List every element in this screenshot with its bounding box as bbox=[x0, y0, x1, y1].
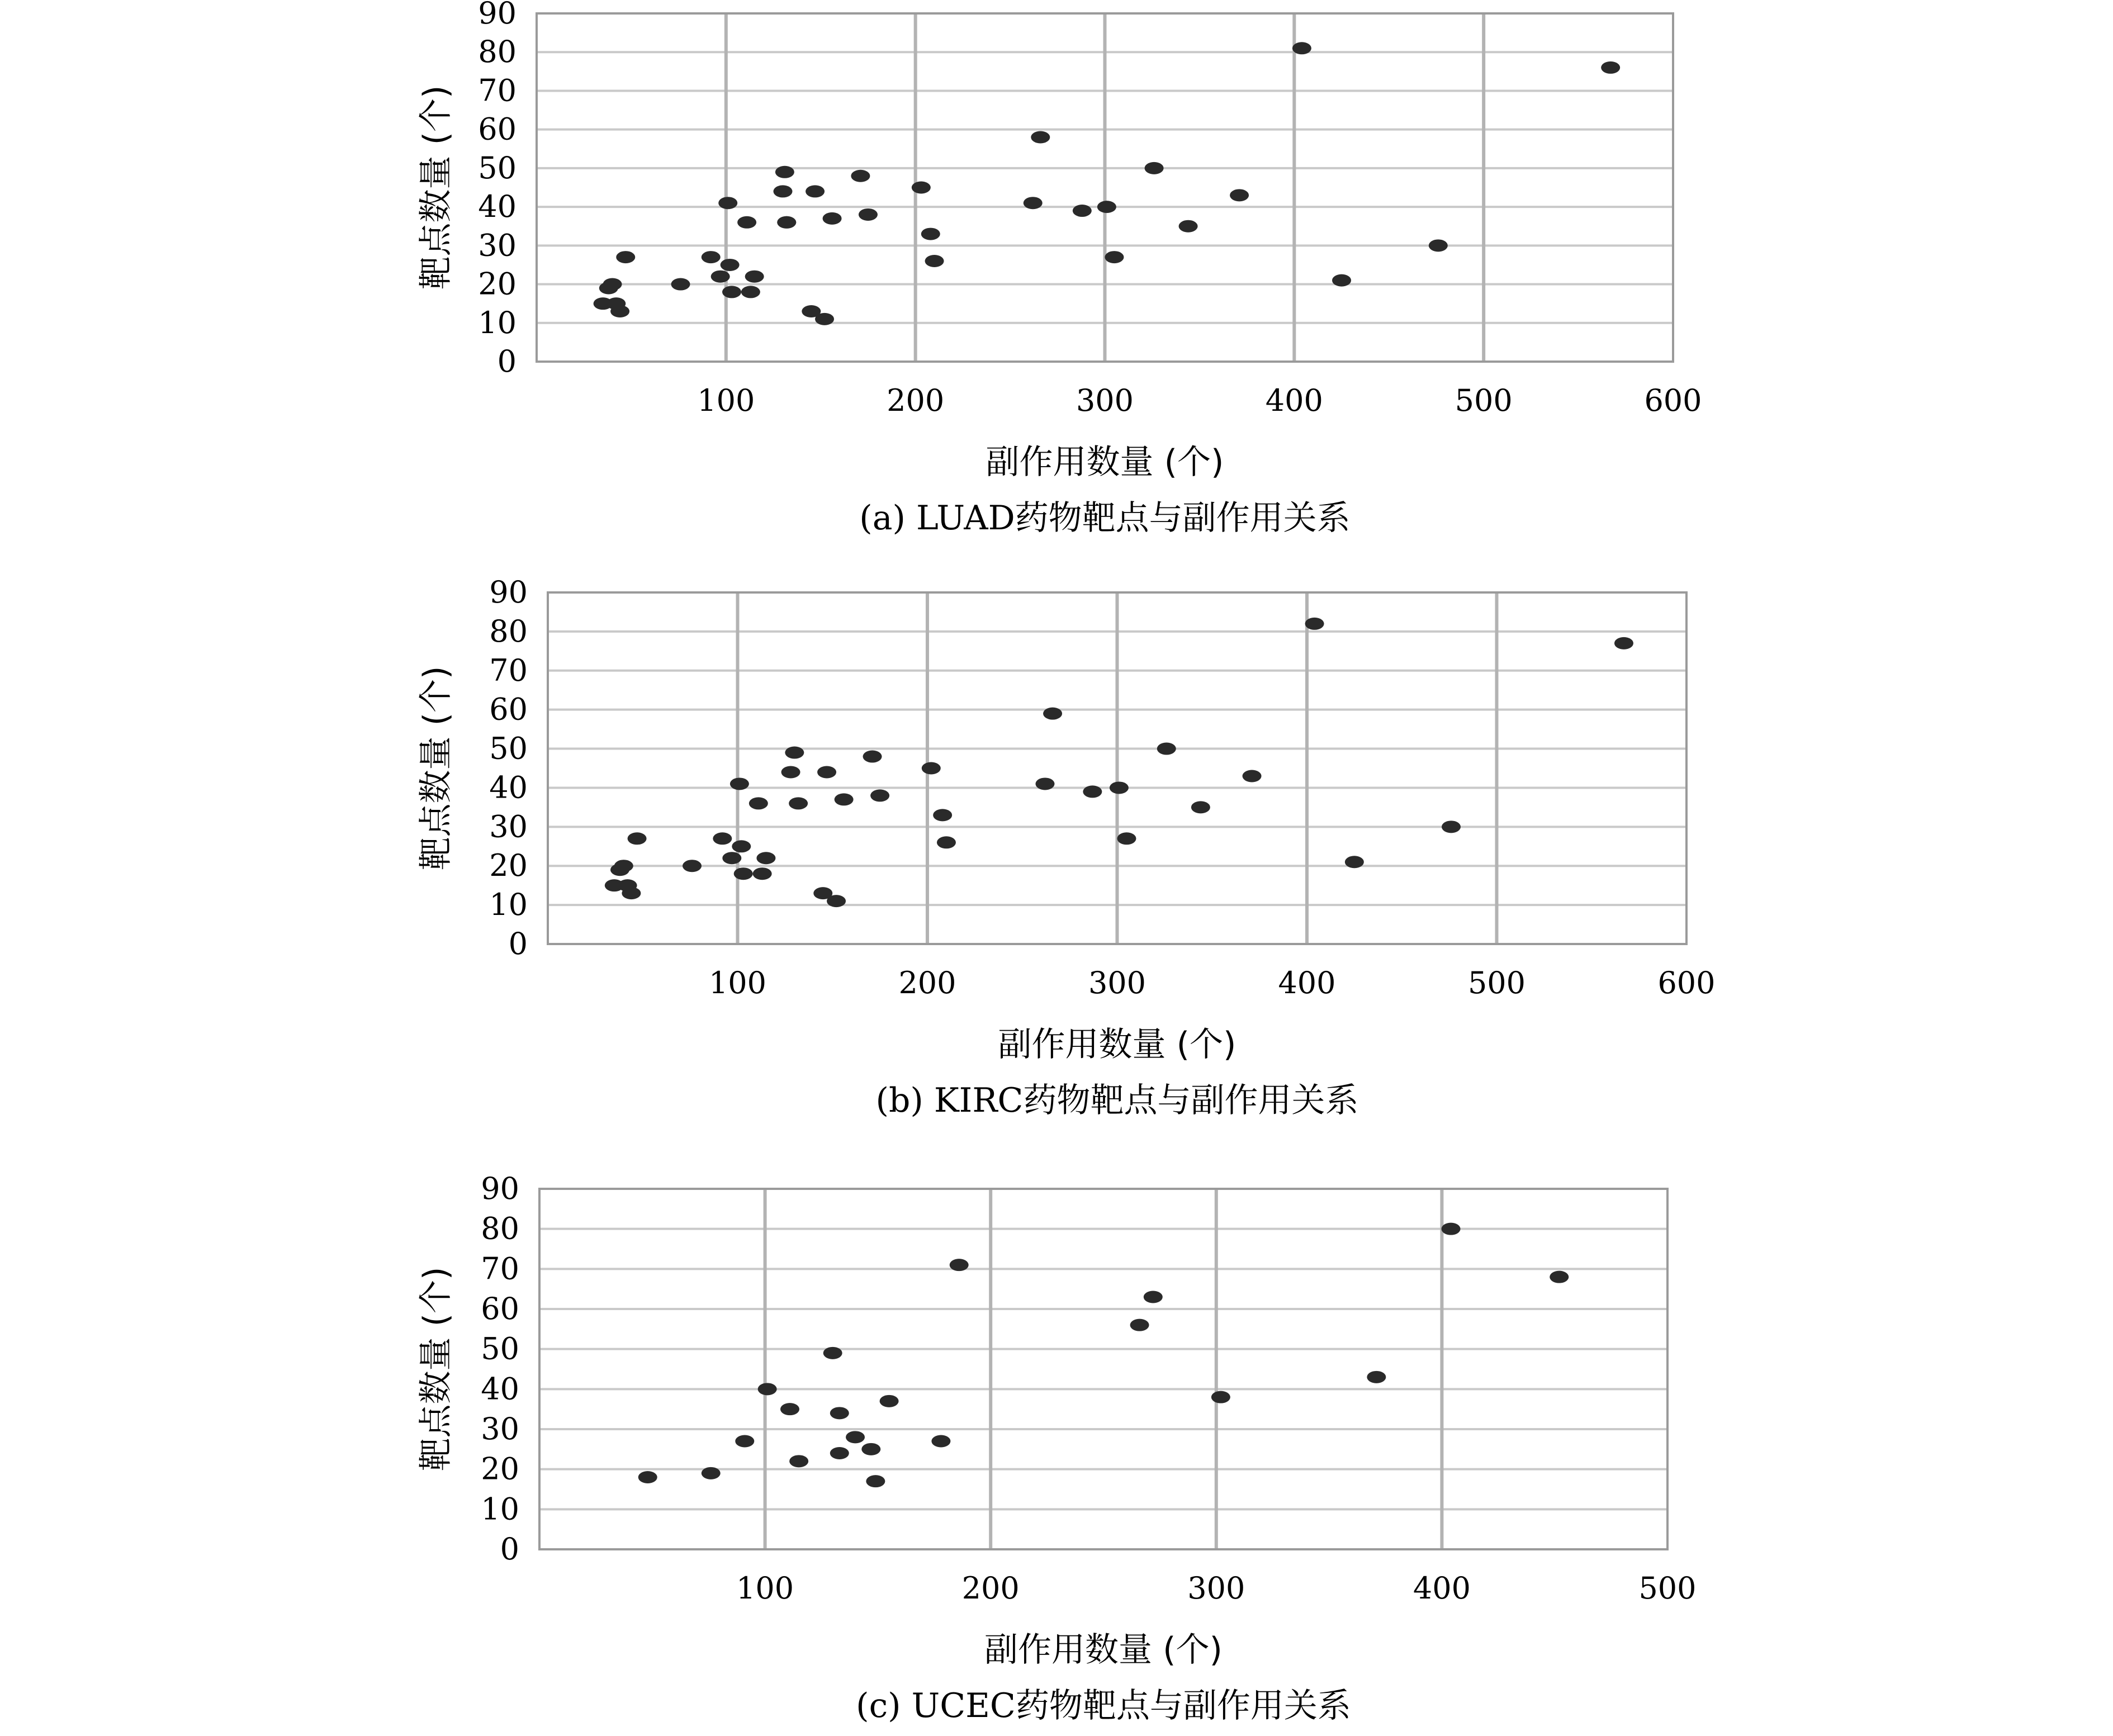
data-point bbox=[912, 182, 931, 194]
x-tick-label: 200 bbox=[887, 383, 945, 418]
data-point bbox=[1130, 1319, 1149, 1331]
y-tick-label: 50 bbox=[489, 731, 528, 766]
data-point bbox=[1442, 820, 1461, 833]
data-point bbox=[758, 1383, 777, 1395]
y-tick-label: 10 bbox=[489, 887, 528, 923]
data-point bbox=[777, 216, 796, 229]
x-tick-label: 600 bbox=[1644, 383, 1702, 418]
data-point bbox=[735, 1435, 754, 1448]
chart-2 bbox=[416, 575, 1716, 1120]
data-point bbox=[1230, 189, 1249, 201]
x-tick-label: 600 bbox=[1657, 965, 1716, 1000]
y-tick-label: 40 bbox=[489, 770, 528, 805]
data-point bbox=[749, 797, 768, 809]
data-point bbox=[1429, 239, 1448, 252]
data-point bbox=[1243, 770, 1262, 782]
y-tick-label: 70 bbox=[481, 1251, 519, 1287]
data-point bbox=[780, 1403, 799, 1415]
data-point bbox=[775, 166, 794, 178]
chart-caption: (b) KIRC药物靶点与副作用关系 bbox=[875, 1081, 1359, 1120]
x-axis-label: 副作用数量 (个) bbox=[986, 443, 1224, 482]
data-point bbox=[1191, 801, 1210, 813]
x-tick-label: 500 bbox=[1467, 965, 1526, 1000]
data-point bbox=[1031, 131, 1050, 144]
x-axis-label: 副作用数量 (个) bbox=[998, 1025, 1236, 1064]
data-point bbox=[830, 1407, 849, 1419]
data-point bbox=[1145, 162, 1164, 174]
data-point bbox=[1367, 1371, 1386, 1383]
y-tick-label: 10 bbox=[481, 1491, 519, 1527]
data-point bbox=[1292, 42, 1311, 54]
y-tick-label: 90 bbox=[481, 1171, 519, 1206]
data-point bbox=[859, 208, 878, 221]
data-point bbox=[827, 895, 846, 907]
data-point bbox=[713, 832, 732, 845]
chart-caption: (c) UCEC药物靶点与副作用关系 bbox=[856, 1686, 1351, 1725]
data-point bbox=[1211, 1391, 1230, 1403]
x-tick-label: 100 bbox=[708, 965, 767, 1000]
data-point bbox=[921, 228, 940, 240]
data-point bbox=[1144, 1291, 1163, 1303]
data-point bbox=[1073, 205, 1092, 217]
data-point bbox=[603, 278, 622, 291]
y-tick-label: 20 bbox=[489, 848, 528, 884]
x-tick-label: 500 bbox=[1638, 1571, 1697, 1606]
y-tick-label: 80 bbox=[489, 613, 528, 649]
data-point bbox=[1117, 832, 1136, 845]
data-point bbox=[835, 793, 854, 805]
data-point bbox=[1345, 856, 1364, 868]
data-point bbox=[745, 271, 764, 283]
x-tick-label: 300 bbox=[1088, 965, 1146, 1000]
data-point bbox=[756, 852, 775, 864]
data-point bbox=[861, 1443, 880, 1455]
data-point bbox=[732, 840, 751, 852]
y-tick-label: 70 bbox=[478, 73, 517, 108]
y-tick-label: 60 bbox=[478, 111, 517, 147]
data-point bbox=[722, 852, 741, 864]
data-point bbox=[722, 286, 741, 298]
data-point bbox=[773, 185, 792, 197]
data-point bbox=[830, 1447, 849, 1459]
y-tick-label: 40 bbox=[478, 189, 517, 225]
x-tick-label: 200 bbox=[961, 1571, 1020, 1606]
y-tick-label: 60 bbox=[489, 691, 528, 727]
data-point bbox=[937, 836, 956, 848]
data-point bbox=[950, 1259, 969, 1271]
data-point bbox=[1024, 197, 1043, 209]
data-point bbox=[721, 259, 740, 271]
data-point bbox=[789, 797, 808, 809]
data-point bbox=[610, 305, 629, 317]
data-point bbox=[638, 1471, 657, 1483]
y-tick-label: 10 bbox=[478, 305, 517, 340]
data-point bbox=[628, 832, 647, 845]
data-point bbox=[846, 1431, 865, 1443]
y-tick-label: 20 bbox=[481, 1451, 519, 1487]
data-point bbox=[1601, 61, 1620, 74]
data-point bbox=[789, 1455, 808, 1467]
data-point bbox=[880, 1395, 899, 1407]
data-point bbox=[1550, 1271, 1569, 1283]
y-axis-label: 靶点数量 (个) bbox=[416, 1267, 456, 1472]
y-tick-label: 60 bbox=[481, 1291, 519, 1326]
data-point bbox=[1035, 777, 1054, 790]
data-point bbox=[734, 867, 753, 880]
data-point bbox=[718, 197, 737, 209]
data-point bbox=[1097, 201, 1116, 213]
chart-caption: (a) LUAD药物靶点与副作用关系 bbox=[859, 499, 1351, 538]
data-point bbox=[1083, 785, 1102, 798]
chart-3 bbox=[416, 1171, 1697, 1725]
data-point bbox=[1105, 251, 1124, 263]
data-point bbox=[866, 1475, 885, 1487]
data-point bbox=[622, 887, 641, 899]
data-point bbox=[922, 762, 941, 775]
data-point bbox=[1442, 1223, 1461, 1235]
y-tick-label: 30 bbox=[478, 227, 517, 263]
data-point bbox=[702, 1467, 721, 1479]
x-tick-label: 200 bbox=[898, 965, 956, 1000]
data-point bbox=[817, 766, 836, 778]
data-point bbox=[870, 789, 889, 801]
data-point bbox=[1332, 274, 1351, 287]
x-tick-label: 100 bbox=[736, 1571, 794, 1606]
y-tick-label: 30 bbox=[481, 1411, 519, 1446]
y-axis-label: 靶点数量 (个) bbox=[416, 666, 456, 871]
data-point bbox=[823, 212, 842, 225]
data-point bbox=[1157, 743, 1176, 755]
y-tick-label: 30 bbox=[489, 809, 528, 845]
x-tick-label: 400 bbox=[1413, 1571, 1471, 1606]
y-tick-label: 80 bbox=[478, 34, 517, 70]
data-point bbox=[1110, 781, 1129, 794]
data-point bbox=[1179, 220, 1198, 233]
data-point bbox=[1305, 618, 1324, 630]
data-point bbox=[683, 860, 702, 872]
y-tick-label: 40 bbox=[481, 1371, 519, 1407]
y-axis-label: 靶点数量 (个) bbox=[416, 85, 456, 290]
x-tick-label: 100 bbox=[697, 383, 755, 418]
data-point bbox=[671, 278, 690, 291]
y-tick-label: 70 bbox=[489, 652, 528, 688]
data-point bbox=[781, 766, 800, 778]
y-tick-label: 50 bbox=[481, 1331, 519, 1367]
data-point bbox=[863, 751, 882, 763]
y-tick-label: 0 bbox=[508, 926, 528, 961]
x-tick-label: 300 bbox=[1076, 383, 1134, 418]
data-point bbox=[730, 777, 749, 790]
y-tick-label: 80 bbox=[481, 1211, 519, 1246]
plot-frame bbox=[539, 1189, 1667, 1549]
x-tick-label: 500 bbox=[1455, 383, 1513, 418]
data-point bbox=[702, 251, 721, 263]
y-tick-label: 90 bbox=[478, 0, 517, 31]
data-point bbox=[616, 251, 635, 263]
data-point bbox=[823, 1347, 842, 1359]
data-point bbox=[741, 286, 760, 298]
y-tick-label: 0 bbox=[500, 1531, 519, 1567]
x-tick-label: 400 bbox=[1265, 383, 1323, 418]
y-tick-label: 0 bbox=[497, 344, 517, 379]
y-tick-label: 90 bbox=[489, 575, 528, 610]
data-point bbox=[737, 216, 756, 229]
data-point bbox=[931, 1435, 950, 1448]
data-point bbox=[785, 747, 804, 759]
data-point bbox=[933, 809, 952, 821]
x-tick-label: 400 bbox=[1278, 965, 1336, 1000]
data-point bbox=[711, 271, 730, 283]
data-point bbox=[851, 170, 870, 182]
chart-1 bbox=[416, 0, 1702, 538]
data-point bbox=[1614, 637, 1633, 649]
y-tick-label: 50 bbox=[478, 150, 517, 186]
data-point bbox=[806, 185, 825, 197]
data-point bbox=[614, 860, 633, 872]
x-tick-label: 300 bbox=[1187, 1571, 1245, 1606]
data-point bbox=[1043, 708, 1062, 720]
data-point bbox=[925, 255, 944, 267]
data-point bbox=[815, 313, 834, 325]
x-axis-label: 副作用数量 (个) bbox=[984, 1630, 1223, 1669]
y-tick-label: 20 bbox=[478, 266, 517, 302]
data-point bbox=[753, 867, 772, 880]
